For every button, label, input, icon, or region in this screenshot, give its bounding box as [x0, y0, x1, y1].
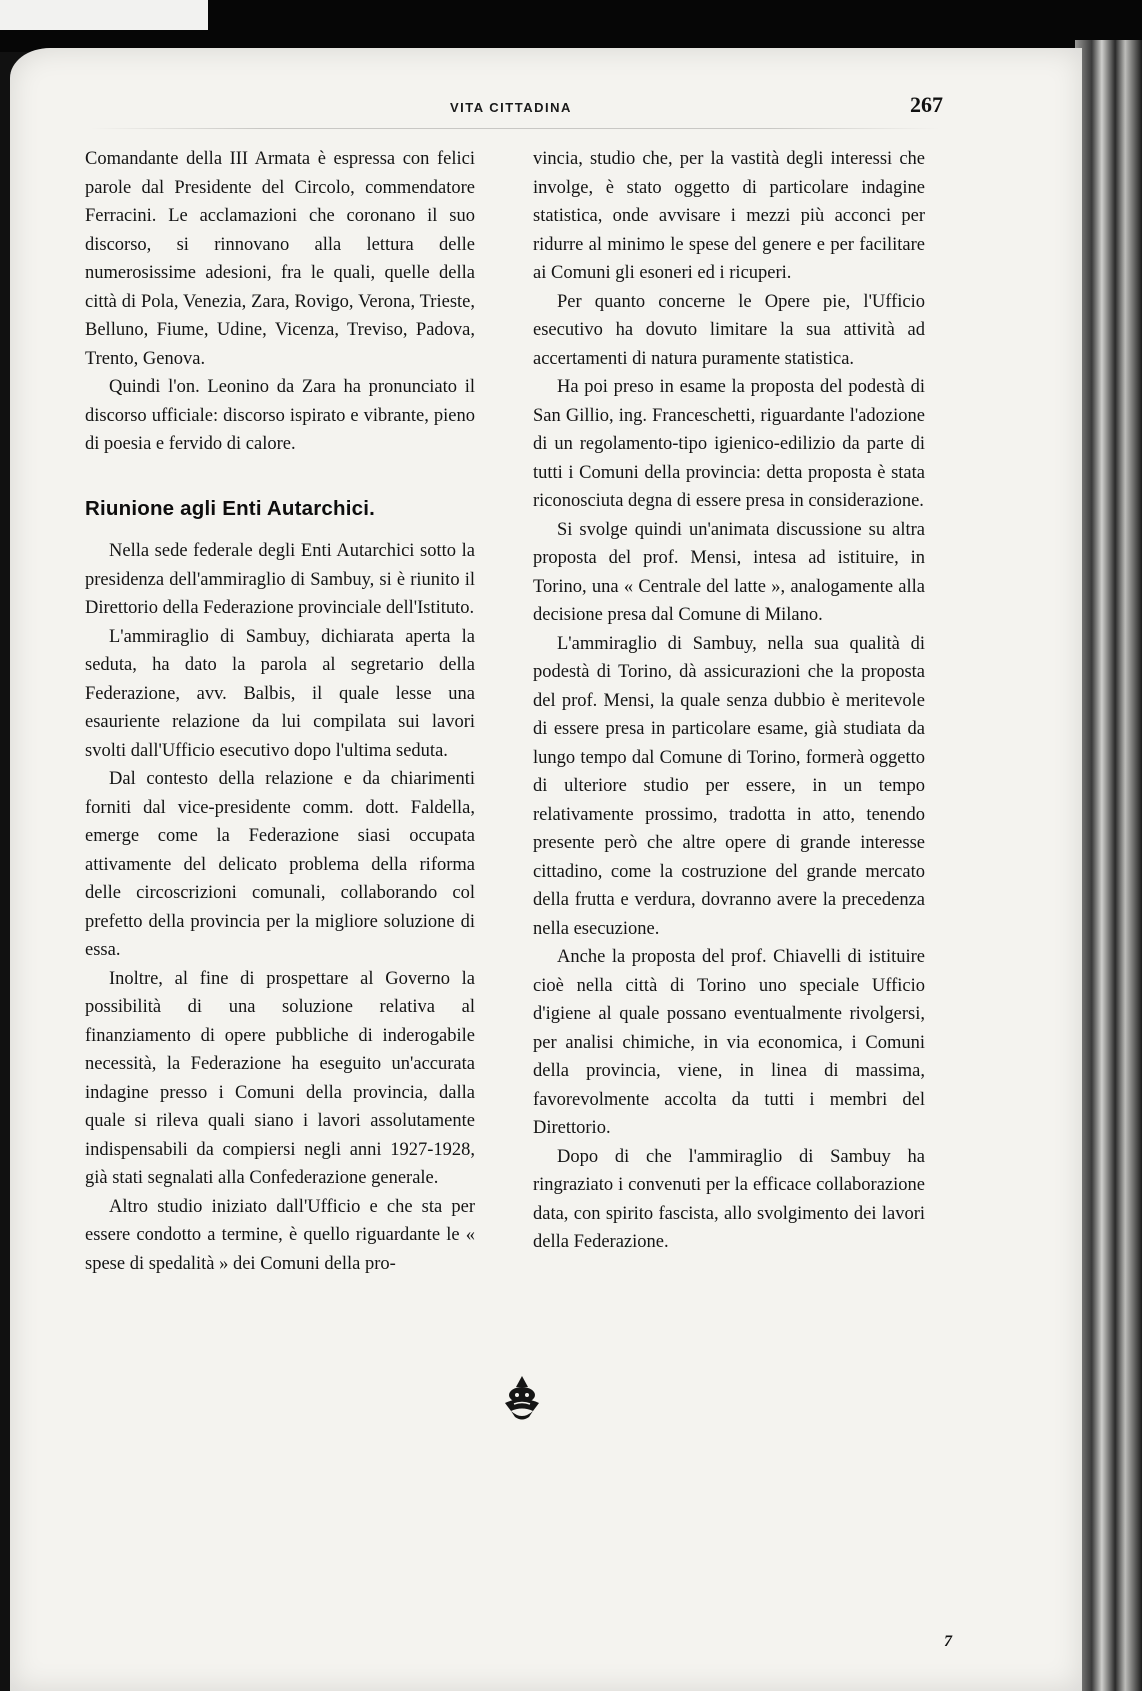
paragraph: Inoltre, al fine di prospettare al Governo la possibilità di una soluzione relativa al finanziamento di opere pubbliche di inderogabile necessità, la Federazione ha eseguito un'accurata indagine presso i Comuni della provincia, dalla quale si rileva quali siano i lavori assolutamente indispensabili da compiersi negli anni 1927-1928, già stati segnalati alla Confederazione generale. [85, 968, 475, 1188]
paragraph: L'ammiraglio di Sambuy, nella sua qualità di podestà di Torino, dà assicurazioni che la proposta del prof. Mensi, la quale senza dubbio è meritevole di essere presa in particolare esame, già studiata da lungo tempo dal Comune di Torino, formerà oggetto di ulteriore studio per essere, in un tempo relativamente prossimo, tradotta in atto, tenendo presente però che altre opere di grande interesse cittadino, come la costruzione del grande mercato della frutta e verdura, dovranno avere la precedenza nella esecuzione. [533, 633, 925, 939]
paragraph: vincia, studio che, per la vastità degli interessi che involge, è stato oggetto di particolare indagine statistica, onde avvisare i mezzi più acconci per ridurre al minimo le spese del genere e per facilitare ai Comuni gli esoneri ed i ricuperi. [533, 149, 925, 283]
running-title: VITA CITTADINA [450, 100, 572, 115]
section-heading: Riunione agli Enti Autarchici. [85, 496, 375, 520]
book-page [10, 48, 1082, 1691]
scan-binding-gutter [1075, 40, 1142, 1691]
paragraph: Nella sede federale degli Enti Autarchici sotto la presidenza dell'ammiraglio di Sambuy, si è riunito il Direttorio della Federazione provinciale dell'Istituto. [85, 541, 475, 618]
paragraph: Dopo di che l'ammiraglio di Sambuy ha ringraziato i convenuti per la efficace collaborazione data, con spirito fascista, allo svolgimento dei lavori della Federazione. [533, 1146, 925, 1252]
left-column [85, 145, 475, 1278]
right-column [533, 145, 925, 1257]
paragraph: Quindi l'on. Leonino da Zara ha pronunciato il discorso ufficiale: discorso ispirato e vibrante, pieno di poesia e fervido di calore. [85, 377, 475, 454]
paragraph: Ha poi preso in esame la proposta del podestà di San Gillio, ing. Franceschetti, riguardante l'adozione di un regolamento-tipo igienico-edilizio da parte di tutti i Comuni della provincia: detta proposta è stata riconosciuta degna di essere presa in considerazione. [533, 377, 925, 511]
fascist-emblem-ornament-icon [497, 1373, 547, 1423]
scan-corner-margin [0, 0, 208, 30]
paragraph: Comandante della III Armata è espressa con felici parole dal Presidente del Circolo, commendatore Ferracini. Le acclamazioni che coronano il suo discorso, si rinnovano alla lettura delle numerosissime adesioni, fra le quali, quelle della città di Pola, Venezia, Zara, Rovigo, Verona, Trieste, Belluno, Fiume, Udine, Vicenza, Treviso, Padova, Trento, Genova. [85, 149, 475, 369]
signature-mark: 7 [944, 1633, 952, 1650]
paragraph: L'ammiraglio di Sambuy, dichiarata aperta la seduta, ha dato la parola al segretario della Federazione, avv. Balbis, il quale lesse una esauriente relazione da lui compilata sui lavori svolti dall'Ufficio esecutivo dopo l'ultima seduta. [85, 626, 475, 761]
header-rule [90, 128, 940, 129]
paragraph: Per quanto concerne le Opere pie, l'Ufficio esecutivo ha dovuto limitare la sua attività ad accertamenti di natura puramente statistica. [533, 291, 925, 369]
paragraph: Si svolge quindi un'animata discussione su altra proposta del prof. Mensi, intesa ad istituire, in Torino, una « Centrale del latte », analogamente alla decisione presa dal Comune di Milano. [533, 519, 925, 625]
page-number: 267 [910, 92, 943, 117]
paragraph: Anche la proposta del prof. Chiavelli di istituire cioè nella città di Torino uno speciale Ufficio d'igiene al quale possano eventualmente rivolgersi, per analisi chimiche, in via economica, i Comuni della provincia, viene, in linea di massima, favorevolmente accolta da tutti i membri del Direttorio. [533, 947, 925, 1138]
paragraph: Dal contesto della relazione e da chiarimenti forniti dal vice-presidente comm. dott. Faldella, emerge come la Federazione siasi occupata attivamente del delicato problema della riforma delle circoscrizioni comunali, collaborando col prefetto della provincia per la migliore soluzione di essa. [85, 769, 475, 960]
paragraph: Altro studio iniziato dall'Ufficio e che sta per essere condotto a termine, è quello riguardante le « spese di spedalità » dei Comuni della pro- [85, 1196, 475, 1274]
